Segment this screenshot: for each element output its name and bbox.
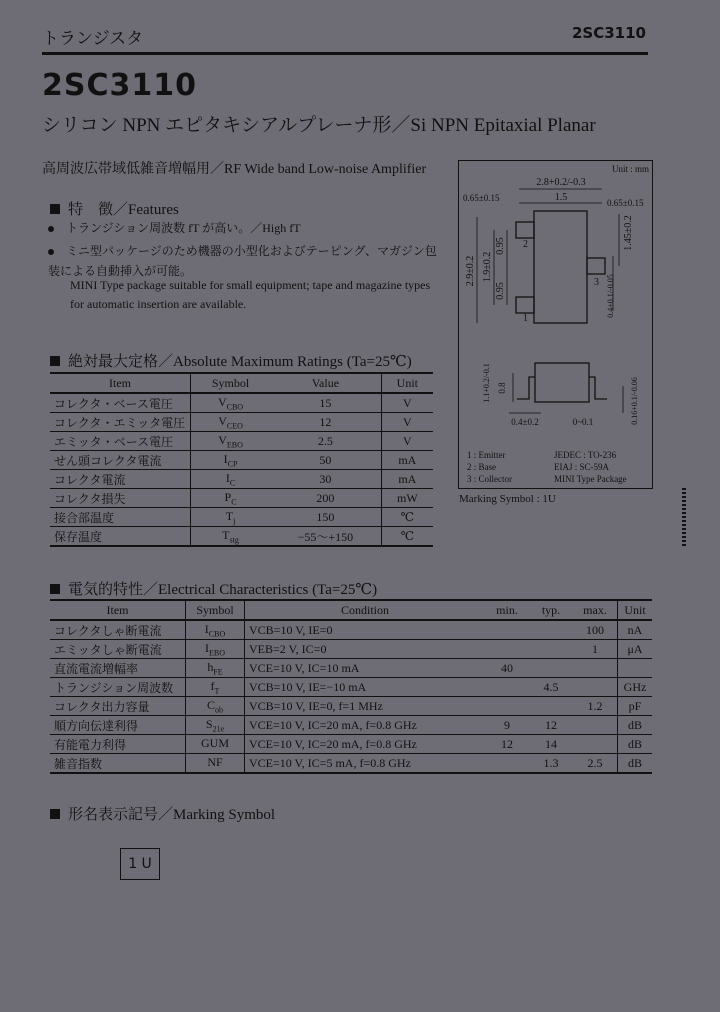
application: 高周波広帯域低雑音増幅用／RF Wide band Low-noise Amplifier [42, 162, 427, 177]
symbol-subscript: T [214, 686, 220, 696]
condition-cell: VCB=10 V, IE=0 [245, 620, 486, 640]
symbol-subscript: CEO [226, 421, 243, 431]
symbol-cell [191, 432, 271, 451]
symbol-cell [186, 620, 245, 640]
value-cell: 200 [270, 489, 381, 508]
max-cell [573, 678, 618, 697]
dim-label: 1.5 [554, 192, 568, 203]
table-row [50, 432, 433, 451]
typ-cell [529, 659, 573, 678]
unit-cell: dB [618, 735, 653, 754]
table-row [50, 508, 433, 527]
subtitle: シリコン NPN エピタキシアルプレーナ形／Si NPN Epitaxial Planar [42, 115, 596, 136]
symbol: V [218, 413, 227, 428]
max-cell [573, 659, 618, 678]
dim-label: 1.45±0.2 [623, 215, 634, 251]
symbol: T [225, 508, 234, 523]
typ-cell: 4.5 [529, 678, 573, 697]
header-part-number: 2SC3110 [572, 24, 646, 42]
symbol: h [207, 659, 214, 674]
pin-label: 1 [523, 313, 528, 324]
symbol-cell [186, 735, 245, 754]
unit-cell: V [381, 432, 433, 451]
symbol-cell [191, 413, 271, 432]
unit-cell: dB [618, 754, 653, 774]
table-row [50, 754, 652, 774]
package-outline-svg [459, 161, 652, 488]
condition-cell: VCB=10 V, IE=−10 mA [245, 678, 486, 697]
category-label: トランジスタ [42, 29, 144, 49]
header-rule [42, 52, 648, 55]
min-cell [485, 678, 529, 697]
ec-heading [50, 578, 377, 599]
symbol-subscript: ob [215, 705, 223, 715]
symbol: P [224, 489, 232, 504]
col-header: Condition [245, 600, 486, 620]
unit-cell: dB [618, 716, 653, 735]
unit-cell: mW [381, 489, 433, 508]
standard-label: MINI Type Package [554, 474, 627, 484]
feature-item [48, 219, 301, 236]
value-cell: 50 [270, 451, 381, 470]
side-lead-left [517, 377, 535, 399]
table-row [50, 470, 433, 489]
pin-3-lead [587, 258, 605, 274]
condition-cell: VCE=10 V, IC=5 mA, f=0.8 GHz [245, 754, 486, 774]
item-cell: 有能電力利得 [50, 735, 186, 754]
square-bullet-icon [50, 584, 60, 594]
value-cell: 150 [270, 508, 381, 527]
pin-1-lead [516, 297, 534, 313]
symbol: C [206, 697, 215, 712]
typ-cell: 12 [529, 716, 573, 735]
col-header: max. [573, 600, 618, 620]
pin-legend: 3 : Collector [467, 474, 512, 484]
scan-artifact [682, 488, 686, 546]
package-body-top [534, 211, 587, 323]
symbol-cell [191, 393, 271, 413]
dim-label: 0.16+0.1/-0.06 [630, 377, 639, 425]
unit-cell: mA [381, 470, 433, 489]
min-cell: 40 [485, 659, 529, 678]
table-row [50, 620, 652, 640]
item-cell: コレクタ損失 [50, 489, 191, 508]
table-row [50, 678, 652, 697]
min-cell [485, 697, 529, 716]
item-cell: 直流電流増幅率 [50, 659, 186, 678]
symbol-cell [191, 508, 271, 527]
symbol-cell [186, 716, 245, 735]
col-header: Unit [618, 600, 653, 620]
unit-cell [618, 659, 653, 678]
item-cell: コレクタ出力容量 [50, 697, 186, 716]
side-lead-right [589, 377, 607, 399]
amr-heading [50, 350, 412, 371]
pin-legend: 2 : Base [467, 462, 496, 472]
dim-label: 0.65±0.15 [607, 198, 644, 208]
feature-text: ミニ型パッケージのため機器の小型化およびテーピング、マガジン包装による自動挿入が可能。 [48, 244, 437, 278]
min-cell: 9 [485, 716, 529, 735]
value-cell: 15 [270, 393, 381, 413]
max-cell [573, 735, 618, 754]
value-cell: −55～+150 [270, 527, 381, 547]
min-cell [485, 754, 529, 774]
condition-cell: VCB=10 V, IE=0, f=1 MHz [245, 697, 486, 716]
item-cell: トランジション周波数 [50, 678, 186, 697]
col-header: Unit [381, 373, 433, 393]
standard-label: JEDEC : TO-236 [554, 450, 617, 460]
condition-cell: VCE=10 V, IC=20 mA, f=0.8 GHz [245, 716, 486, 735]
col-header: Symbol [186, 600, 245, 620]
col-header: Item [50, 373, 191, 393]
bullet-icon [48, 249, 54, 255]
pin-label: 3 [594, 277, 599, 288]
symbol-subscript: C [231, 497, 237, 507]
symbol-subscript: j [233, 516, 236, 526]
unit-cell: nA [618, 620, 653, 640]
symbol: NF [207, 754, 223, 769]
feature-item [48, 241, 448, 281]
min-cell [485, 620, 529, 640]
dim-label: 2.9±0.2 [465, 255, 476, 287]
typ-cell: 14 [529, 735, 573, 754]
unit-cell: ℃ [381, 508, 433, 527]
feature-text: トランジション周波数 fT が高い。／High fT [66, 221, 301, 235]
dim-label: 0.95 [495, 282, 506, 300]
symbol-cell [186, 678, 245, 697]
dim-label: 0.4±0.2 [511, 417, 539, 427]
pin-legend: 1 : Emitter [467, 450, 506, 460]
symbol: I [205, 640, 209, 655]
table-row [50, 735, 652, 754]
item-cell: コレクタ・エミッタ電圧 [50, 413, 191, 432]
item-cell: エミッタ・ベース電圧 [50, 432, 191, 451]
unit-cell: ℃ [381, 527, 433, 547]
table-row [50, 697, 652, 716]
absolute-max-ratings-table [50, 372, 433, 547]
dim-label: 0.95 [495, 237, 506, 255]
symbol: I [223, 451, 228, 466]
unit-cell: GHz [618, 678, 653, 697]
value-cell: 2.5 [270, 432, 381, 451]
unit-cell: mA [381, 451, 433, 470]
unit-label: Unit : mm [611, 164, 649, 174]
symbol: V [217, 394, 227, 409]
dim-label: 0.8 [497, 382, 507, 394]
item-cell: 順方向伝達利得 [50, 716, 186, 735]
marking-heading [50, 803, 275, 824]
item-cell: コレクタ電流 [50, 470, 191, 489]
table-row [50, 640, 652, 659]
symbol: V [218, 432, 227, 447]
marking-symbol-note: Marking Symbol : 1U [459, 493, 556, 505]
square-bullet-icon [50, 204, 60, 214]
symbol-subscript: EBO [209, 648, 225, 658]
standard-label: EIAJ : SC-59A [554, 462, 610, 472]
condition-cell: VCE=10 V, IC=10 mA [245, 659, 486, 678]
symbol: S [205, 716, 213, 731]
features-heading-text: 特 徴／Features [68, 202, 179, 218]
package-body-side [535, 363, 589, 402]
max-cell: 2.5 [573, 754, 618, 774]
symbol-cell [191, 489, 271, 508]
value-cell: 12 [270, 413, 381, 432]
condition-cell: VCE=10 V, IC=20 mA, f=0.8 GHz [245, 735, 486, 754]
table-row [50, 413, 433, 432]
symbol: f [210, 678, 215, 693]
max-cell: 100 [573, 620, 618, 640]
symbol-subscript: CP [227, 459, 238, 469]
symbol: T [222, 527, 230, 542]
symbol-subscript: C [229, 478, 236, 488]
col-header: Value [270, 373, 381, 393]
symbol-subscript: EBO [226, 440, 243, 450]
marking-symbol-box: 1 U [120, 848, 160, 880]
item-cell: 接合部温度 [50, 508, 191, 527]
table-row [50, 451, 433, 470]
col-header: Symbol [191, 373, 271, 393]
min-cell: 12 [485, 735, 529, 754]
symbol-cell [186, 697, 245, 716]
electrical-characteristics-table [50, 599, 652, 774]
features-heading [50, 198, 179, 219]
unit-cell: V [381, 393, 433, 413]
page-title: 2SC3110 [42, 68, 197, 103]
dim-label: 0.65±0.15 [463, 193, 500, 203]
symbol-cell [186, 640, 245, 659]
dim-label: 0.4+0.1/-0.05 [606, 274, 615, 318]
table-row [50, 393, 433, 413]
typ-cell [529, 640, 573, 659]
table-row [50, 659, 652, 678]
pin-label: 2 [523, 239, 528, 250]
typ-cell [529, 620, 573, 640]
square-bullet-icon [50, 356, 60, 366]
symbol-cell [191, 470, 271, 489]
symbol: GUM [200, 735, 229, 750]
table-row [50, 527, 433, 547]
square-bullet-icon [50, 809, 60, 819]
symbol-subscript: FE [213, 667, 223, 677]
symbol-cell [191, 527, 271, 547]
pin-2-lead [516, 222, 534, 238]
condition-cell: VEB=2 V, IC=0 [245, 640, 486, 659]
symbol-subscript: 21e [212, 724, 225, 734]
unit-cell: V [381, 413, 433, 432]
symbol-subscript: CBO [208, 629, 226, 639]
item-cell: コレクタしゃ断電流 [50, 620, 186, 640]
package-drawing [458, 160, 653, 489]
table-row [50, 716, 652, 735]
amr-heading-text: 絶対最大定格／Absolute Maximum Ratings (Ta=25℃) [68, 354, 412, 370]
value-cell: 30 [270, 470, 381, 489]
item-cell: 保存温度 [50, 527, 191, 547]
dim-label: 2.8+0.2/-0.3 [536, 177, 586, 188]
symbol: I [225, 470, 230, 485]
marking-heading-text: 形名表示記号／Marking Symbol [68, 807, 276, 823]
col-header: Item [50, 600, 186, 620]
table-row [50, 489, 433, 508]
symbol-subscript: stg [229, 535, 239, 545]
unit-cell: μA [618, 640, 653, 659]
item-cell: エミッタしゃ断電流 [50, 640, 186, 659]
item-cell: せん頭コレクタ電流 [50, 451, 191, 470]
symbol-subscript: CBO [226, 402, 244, 412]
feature-english: MINI Type package suitable for small equipment; tape and magazine types for automatic insertion are available. [70, 278, 431, 311]
col-header: min. [485, 600, 529, 620]
max-cell: 1 [573, 640, 618, 659]
max-cell: 1.2 [573, 697, 618, 716]
typ-cell: 1.3 [529, 754, 573, 774]
unit-cell: pF [618, 697, 653, 716]
item-cell: コレクタ・ベース電圧 [50, 393, 191, 413]
bullet-icon [48, 226, 54, 232]
symbol-cell [186, 754, 245, 774]
max-cell [573, 716, 618, 735]
col-header: typ. [529, 600, 573, 620]
dim-label: 0~0.1 [572, 417, 594, 427]
dim-label: 1.1+0.2/-0.1 [482, 363, 491, 403]
dim-label: 1.9±0.2 [482, 251, 493, 283]
ec-heading-text: 電気的特性／Electrical Characteristics (Ta=25℃) [68, 582, 378, 598]
symbol: I [204, 621, 209, 636]
item-cell: 雑音指数 [50, 754, 186, 774]
min-cell [485, 640, 529, 659]
symbol-cell [186, 659, 245, 678]
typ-cell [529, 697, 573, 716]
symbol-cell [191, 451, 271, 470]
